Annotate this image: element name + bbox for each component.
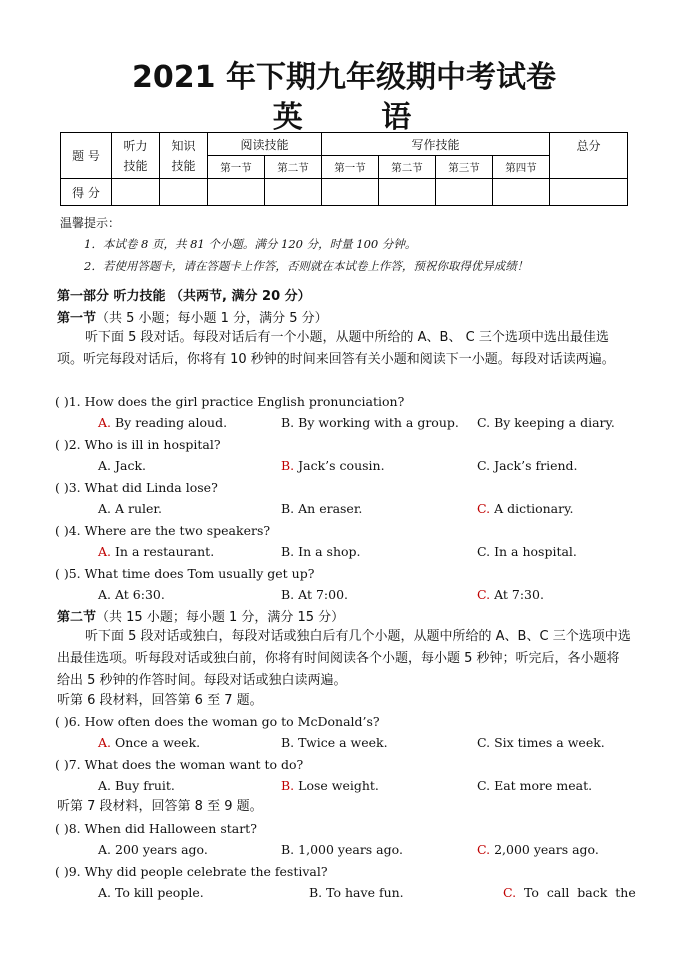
total-label: 总分 [550,133,628,179]
question-6: ( )6. How often does the woman go to McDonald’s? [55,714,380,729]
question-5: ( )5. What time does Tom usually get up? [55,566,315,581]
material-6-note: 听第 6 段材料，回答第 6 至 7 题。 [57,693,263,708]
score-cell[interactable] [322,179,379,206]
q2-option-c[interactable]: C. Jack’s friend. [477,458,578,473]
q9-option-b[interactable]: B. To have fun. [309,885,404,900]
tips-title: 温馨提示： [60,216,121,230]
q3-option-a[interactable]: A. A ruler. [98,501,162,516]
q1-option-a[interactable]: A. By reading aloud. [98,415,228,430]
q5-option-a[interactable]: A. At 6:30. [98,587,165,602]
writing-part-4: 第四节 [493,156,550,179]
score-cell[interactable] [550,179,628,206]
score-cell[interactable] [208,179,265,206]
reading-label: 阅读技能 [208,133,322,156]
part1-heading: 第一部分 听力技能 （共两节, 满分 20 分） [57,289,311,304]
question-3: ( )3. What did Linda lose? [55,480,218,495]
q7-option-c[interactable]: C. Eat more meat. [477,778,593,793]
material-7-note: 听第 7 段材料，回答第 8 至 9 题。 [57,799,263,814]
subject-title: 英 语 [272,100,446,135]
listening-label: 听力 技能 [112,133,160,179]
score-cell[interactable] [265,179,322,206]
q8-option-a[interactable]: A. 200 years ago. [98,842,208,857]
q4-option-a[interactable]: A. In a restaurant. [98,544,215,559]
q6-option-a[interactable]: A. Once a week. [98,735,201,750]
score-label: 得 分 [61,179,112,206]
reading-part-1: 第一节 [208,156,265,179]
q1-option-c[interactable]: C. By keeping a diary. [477,415,615,430]
q8-option-b[interactable]: B. 1,000 years ago. [281,842,403,857]
question-9: ( )9. Why did people celebrate the festival? [55,864,328,879]
q4-option-b[interactable]: B. In a shop. [281,544,361,559]
section1-instructions: 听下面 5 段对话。每段对话后有一个小题，从题中所给的 A、B、 C 三个选项中选出最佳选项。听完每段对话后，你将有 10 秒钟的时间来回答有关小题和阅读下一小题。每段对话读两遍。 [57,330,615,367]
q2-option-b[interactable]: B. Jack’s cousin. [281,458,385,473]
q7-option-b[interactable]: B. Lose weight. [281,778,379,793]
q9-option-c[interactable]: C. To call back the [503,885,636,900]
writing-part-3: 第三节 [436,156,493,179]
score-cell[interactable] [112,179,160,206]
q3-option-b[interactable]: B. An eraser. [281,501,363,516]
q7-option-a[interactable]: A. Buy fruit. [98,778,175,793]
q6-option-c[interactable]: C. Six times a week. [477,735,605,750]
writing-part-2: 第二节 [379,156,436,179]
knowledge-label: 知识 技能 [160,133,208,179]
q8-option-c[interactable]: C. 2,000 years ago. [477,842,599,857]
q9-option-a[interactable]: A. To kill people. [98,885,204,900]
score-cell[interactable] [379,179,436,206]
question-7: ( )7. What does the woman want to do? [55,757,304,772]
section2-heading: 第二节（共 15 小题；每小题 1 分，满分 15 分） [57,610,345,625]
q4-option-c[interactable]: C. In a hospital. [477,544,577,559]
q5-option-c[interactable]: C. At 7:30. [477,587,544,602]
score-cell[interactable] [436,179,493,206]
q5-option-b[interactable]: B. At 7:00. [281,587,348,602]
score-cell[interactable] [160,179,208,206]
q6-option-b[interactable]: B. Twice a week. [281,735,388,750]
exam-title: 2021 年下期九年级期中考试卷 [132,60,556,95]
reading-part-2: 第二节 [265,156,322,179]
question-1: ( )1. How does the girl practice English pronunciation? [55,394,405,409]
q1-option-b[interactable]: B. By working with a group. [281,415,459,430]
tip-line-1: 1．本试卷 8 页，共 81 个小题。满分 120 分，时量 100 分钟。 [84,237,417,251]
section1-heading: 第一节（共 5 小题；每小题 1 分，满分 5 分） [57,311,328,326]
question-2: ( )2. Who is ill in hospital? [55,437,221,452]
tip-line-2: 2．若使用答题卡，请在答题卡上作答，否则就在本试卷上作答，预祝你取得优异成绩！ [84,259,529,273]
q3-option-c[interactable]: C. A dictionary. [477,501,574,516]
question-8: ( )8. When did Halloween start? [55,821,257,836]
writing-part-1: 第一节 [322,156,379,179]
question-4: ( )4. Where are the two speakers? [55,523,271,538]
section2-instructions: 听下面 5 段对话或独白，每段对话或独白后有几个小题，从题中所给的 A、B、C 三个选项中选出最佳选项。听每段对话或独白前，你将有时间阅读各个小题，每小题 5 秒钟；听完后，各小题将给出 5 秒钟的作答时间。每段对话或独白读两遍。 [57,629,631,688]
q2-option-a[interactable]: A. Jack. [98,458,147,473]
score-table [60,132,628,206]
score-cell[interactable] [493,179,550,206]
writing-label: 写作技能 [322,133,550,156]
question-number-label: 题 号 [61,133,112,179]
